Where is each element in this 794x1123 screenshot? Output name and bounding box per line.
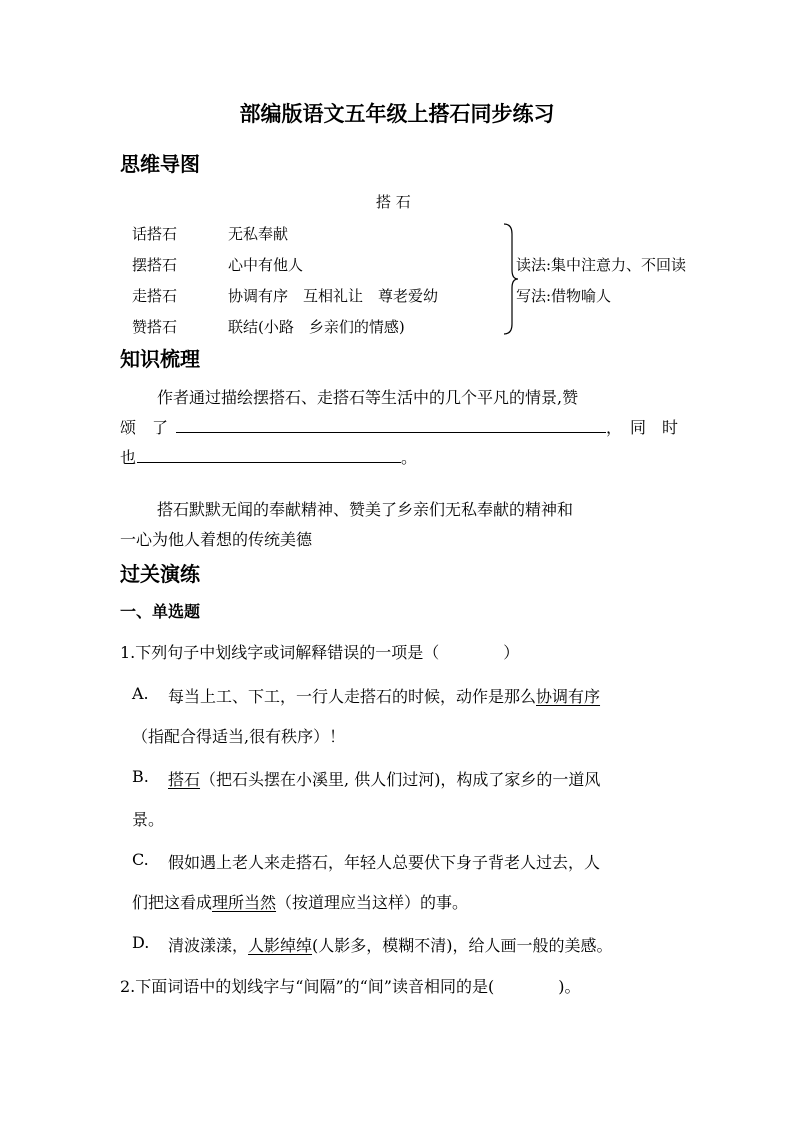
option-d-letter[interactable]: D. (132, 933, 150, 952)
mindmap-row-content: 心中有他人 (228, 256, 304, 274)
option-b-sentence: （把石头摆在小溪里, 供人们过河)，构成了家乡的一道风 (200, 770, 601, 789)
mindmap-row-label: 走搭石 (132, 287, 178, 305)
option-c-letter[interactable]: C. (132, 850, 149, 869)
answer-line: 一心为他人着想的传统美德 (120, 530, 313, 549)
mindmap-row-label: 赞搭石 (132, 318, 178, 336)
mindmap-reading-method: 读法:集中注意力、不回读 (516, 256, 687, 274)
fill-blank-line[interactable] (176, 416, 606, 433)
knowledge-line-start: 颂 了 (120, 418, 169, 437)
mindmap-center: 搭 石 (376, 193, 411, 211)
mindmap-row-content: 联结(小路 乡亲们的情感) (228, 318, 405, 336)
option-d-text (168, 933, 613, 956)
knowledge-heading: 知识梳理 (120, 347, 200, 371)
knowledge-line-start: 也 (120, 448, 137, 467)
option-a-explanation: （指配合得适当,很有秩序）！ (132, 727, 346, 746)
mindmap-row-content: 协调有序 互相礼让 尊老爱幼 (228, 287, 439, 305)
option-d-post: (人影多，模糊不清)，给人画一般的美感。 (312, 936, 613, 955)
option-b-letter[interactable]: B. (132, 767, 149, 786)
option-b-continuation: 景。 (132, 810, 165, 829)
practice-heading: 过关演练 (120, 562, 200, 586)
document-title: 部编版语文五年级上搭石同步练习 (239, 102, 555, 126)
answer-line: 搭石默默无闻的奉献精神、赞美了乡亲们无私奉献的精神和 (157, 500, 574, 519)
option-c-cont-pre: 们把这看成 (132, 893, 213, 912)
option-c-sentence: 假如遇上老人来走搭石，年轻人总要伏下身子背老人过去，人 (168, 853, 601, 872)
question-stem: 1.下列句子中划线字或词解释错误的一项是（ ） (120, 643, 520, 662)
mindmap-row-label: 话搭石 (132, 225, 178, 243)
knowledge-line: 作者通过描绘摆搭石、走搭石等生活中的几个平凡的情景,赞 (157, 388, 579, 407)
option-a-letter[interactable]: A. (132, 684, 149, 703)
option-a-sentence: 每当上工、下工，一行人走搭石的时候，动作是那么 (168, 687, 537, 706)
section-heading: 一、单选题 (120, 602, 201, 621)
option-a-underlined-word: 协调有序 (536, 687, 601, 706)
knowledge-line-end: ， 同 时 (606, 418, 679, 437)
mindmap-brace (500, 222, 520, 336)
option-c-cont-post: （按道理应当这样）的事。 (276, 893, 469, 912)
option-b-underlined-word: 搭石 (168, 770, 201, 789)
option-c-continuation (132, 890, 468, 913)
option-d-underlined-word: 人影绰绰 (248, 936, 313, 955)
knowledge-line-end: 。 (401, 448, 418, 467)
fill-blank-line[interactable] (137, 446, 401, 463)
mindmap-heading: 思维导图 (120, 152, 200, 176)
option-c-underlined-word: 理所当然 (212, 893, 277, 912)
mindmap-row-content: 无私奉献 (228, 225, 289, 243)
option-b-text (168, 767, 600, 790)
question-stem: 2.下面词语中的划线字与“间隔”的“间”读音相同的是( )。 (120, 977, 581, 996)
mindmap-writing-method: 写法:借物喻人 (516, 287, 612, 305)
mindmap-row-label: 摆搭石 (132, 256, 178, 274)
option-d-pre: 清波漾漾， (168, 936, 249, 955)
option-a-text (168, 684, 600, 707)
